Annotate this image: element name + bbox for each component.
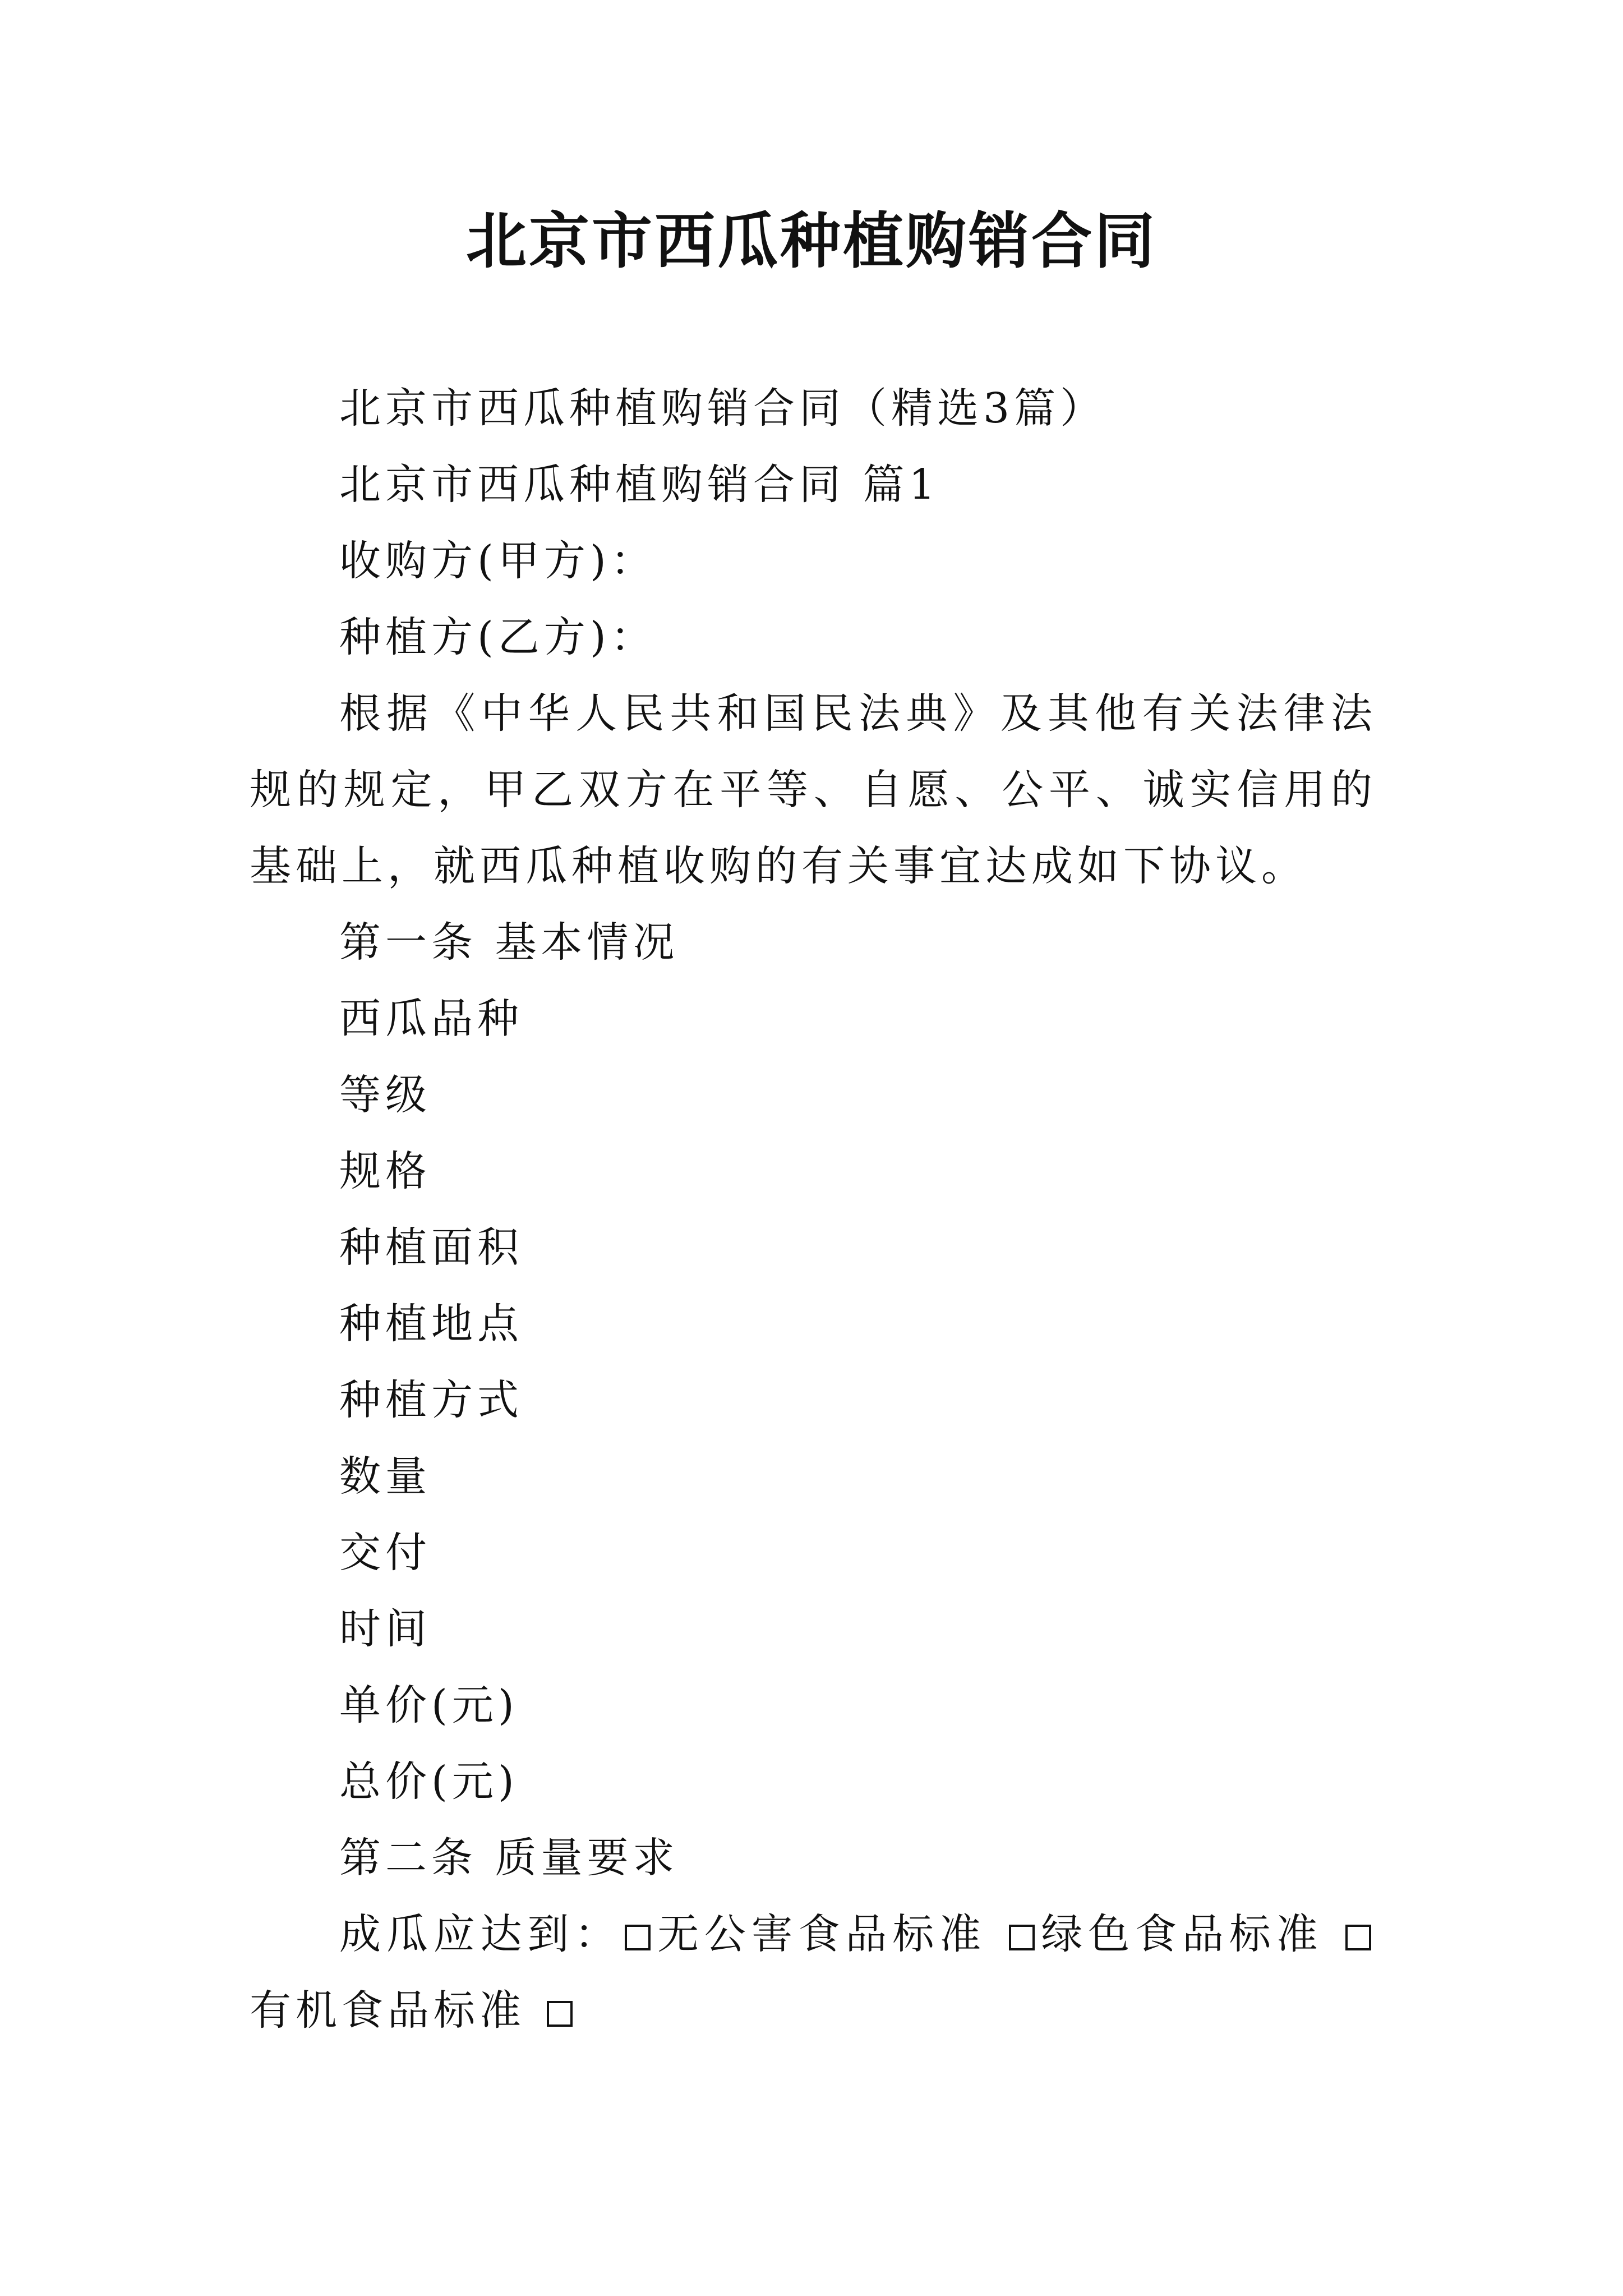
article-1-heading: 第一条 基本情况 bbox=[339, 918, 679, 967]
checkbox-green-food[interactable] bbox=[1009, 1925, 1035, 1950]
field-grade: 等级 bbox=[339, 1071, 431, 1119]
option-organic: 有机食品标准 bbox=[250, 1986, 525, 2035]
section-heading: 北京市西瓜种植购销合同 篇1 bbox=[339, 461, 940, 509]
option-pollution-free: 无公害食品标准 bbox=[656, 1910, 987, 1958]
checkbox-other[interactable] bbox=[547, 2001, 573, 2027]
field-delivery: 交付 bbox=[339, 1529, 431, 1577]
quality-requirement bbox=[250, 1896, 1377, 2049]
quality-lead: 成瓜应达到： bbox=[339, 1910, 622, 1958]
field-quantity: 数量 bbox=[339, 1452, 431, 1501]
field-unit-price: 单价(元) bbox=[339, 1681, 519, 1729]
party-b-line: 种植方(乙方)： bbox=[339, 613, 657, 661]
field-variety: 西瓜品种 bbox=[339, 995, 523, 1043]
checkbox-pollution-free[interactable] bbox=[625, 1925, 651, 1950]
document-body bbox=[250, 370, 1377, 2049]
checkbox-organic[interactable] bbox=[1345, 1925, 1371, 1950]
field-area: 种植面积 bbox=[339, 1223, 523, 1272]
article-2-heading: 第二条 质量要求 bbox=[339, 1834, 679, 1882]
field-method: 种植方式 bbox=[339, 1376, 523, 1424]
field-total-price: 总价(元) bbox=[339, 1757, 519, 1806]
doc-subtitle: 北京市西瓜种植购销合同（精选3篇） bbox=[339, 384, 1106, 432]
option-green-food: 绿色食品标准 bbox=[1040, 1910, 1324, 1958]
document-title: 北京市西瓜种植购销合同 bbox=[465, 206, 1157, 277]
preamble-paragraph: 根据《中华人民共和国民法典》及其他有关法律法规的规定，甲乙双方在平等、自愿、公平、诚实信用的基础上，就西瓜种植收购的有关事宜达成如下协议。 bbox=[250, 689, 1377, 890]
field-spec: 规格 bbox=[339, 1147, 431, 1195]
party-a-line: 收购方(甲方)： bbox=[339, 537, 657, 585]
field-time: 时间 bbox=[339, 1605, 431, 1653]
field-location: 种植地点 bbox=[339, 1300, 523, 1348]
